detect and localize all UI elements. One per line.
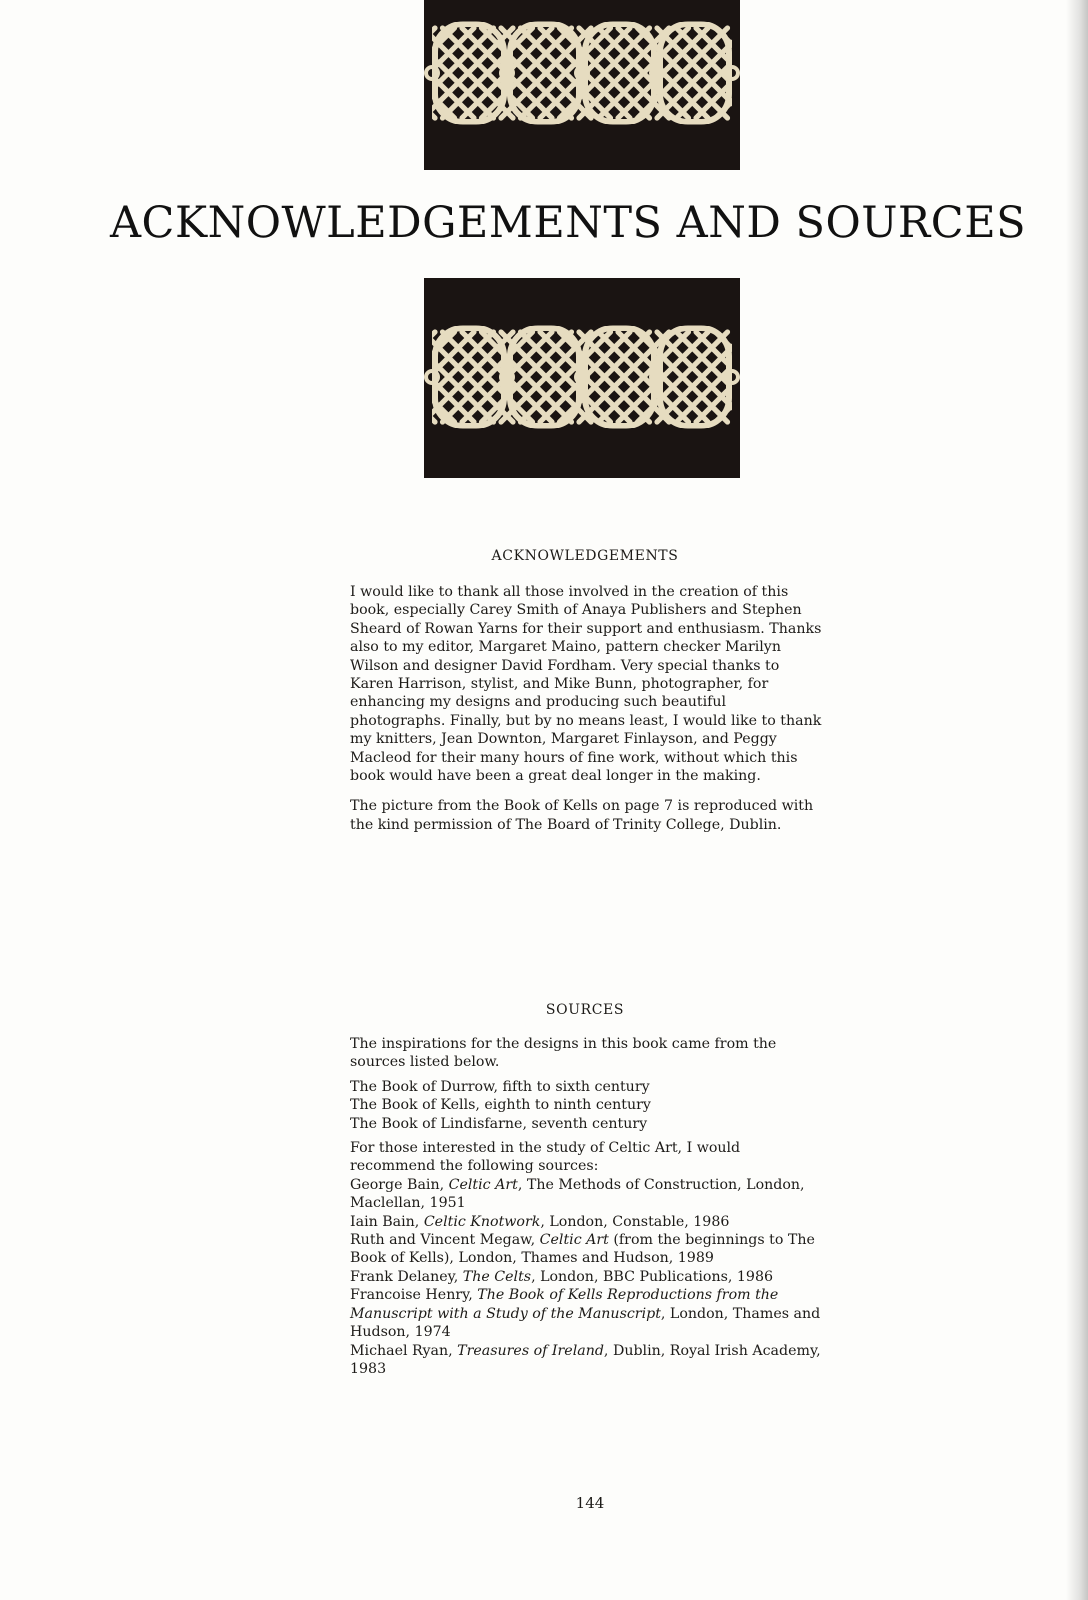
reference-item: Michael Ryan, Treasures of Ireland, Dublin, Royal Irish Academy, 1983: [350, 1342, 821, 1377]
page-number: 144: [575, 1494, 605, 1512]
sources-body: [350, 1035, 825, 1378]
acknowledgements-heading: ACKNOWLEDGEMENTS: [491, 548, 679, 564]
manuscript-item: The Book of Lindisfarne, seventh century: [350, 1115, 648, 1132]
page-title: ACKNOWLEDGEMENTS AND SOURCES: [110, 198, 1027, 248]
celtic-knot-band-top: [424, 0, 740, 172]
manuscript-item: The Book of Durrow, fifth to sixth century: [350, 1078, 650, 1095]
reference-item: George Bain, Celtic Art, The Methods of Construction, London, Maclellan, 1951: [350, 1176, 805, 1212]
permission-paragraph: The picture from the Book of Kells on page 7 is reproduced with the kind permission of The Board of Trinity College, Dublin.: [350, 798, 814, 833]
celtic-knot-band-bottom: [424, 278, 740, 480]
reference-item: Ruth and Vincent Megaw, Celtic Art (from the beginnings to The Book of Kells), London, Thames and Hudson, 1989: [350, 1232, 815, 1267]
acknowledgements-paragraph: I would like to thank all those involved in the creation of this book, especially Carey Smith of Anaya Publishers and Stephen Sheard of Rowan Yarns for their support and enthusiasm. Thanks also to my editor, Margaret Maino, pattern checker Marilyn Wilson and designer David Fordham. Very special thanks to Karen Harrison, stylist, and Mike Bunn, photographer, for enhancing my designs and producing such beautiful photographs. Finally, but by no means least, I would like to thank my knitters, Jean Downton, Margaret Finlayson, and Peggy Macleod for their many hours of fine work, without which this book would have been a great deal longer in the making.: [350, 584, 822, 785]
manuscript-list: [350, 1078, 825, 1133]
sources-heading: SOURCES: [545, 1002, 625, 1018]
acknowledgements-body: [350, 583, 825, 834]
sources-intro: The inspirations for the designs in this book came from the sources listed below.: [350, 1036, 777, 1071]
reference-item: Frank Delaney, The Celts, London, BBC Publications, 1986: [350, 1268, 774, 1285]
manuscript-item: The Book of Kells, eighth to ninth century: [350, 1097, 651, 1114]
reference-item: Francoise Henry, The Book of Kells Reproductions from the Manuscript with a Study of the Manuscript, London, Thames and Hudson, 1974: [350, 1287, 821, 1341]
recommend-intro: For those interested in the study of Celtic Art, I would recommend the following sources:: [350, 1140, 741, 1175]
reference-list: [350, 1176, 825, 1378]
reference-item: Iain Bain, Celtic Knotwork, London, Constable, 1986: [350, 1213, 730, 1230]
